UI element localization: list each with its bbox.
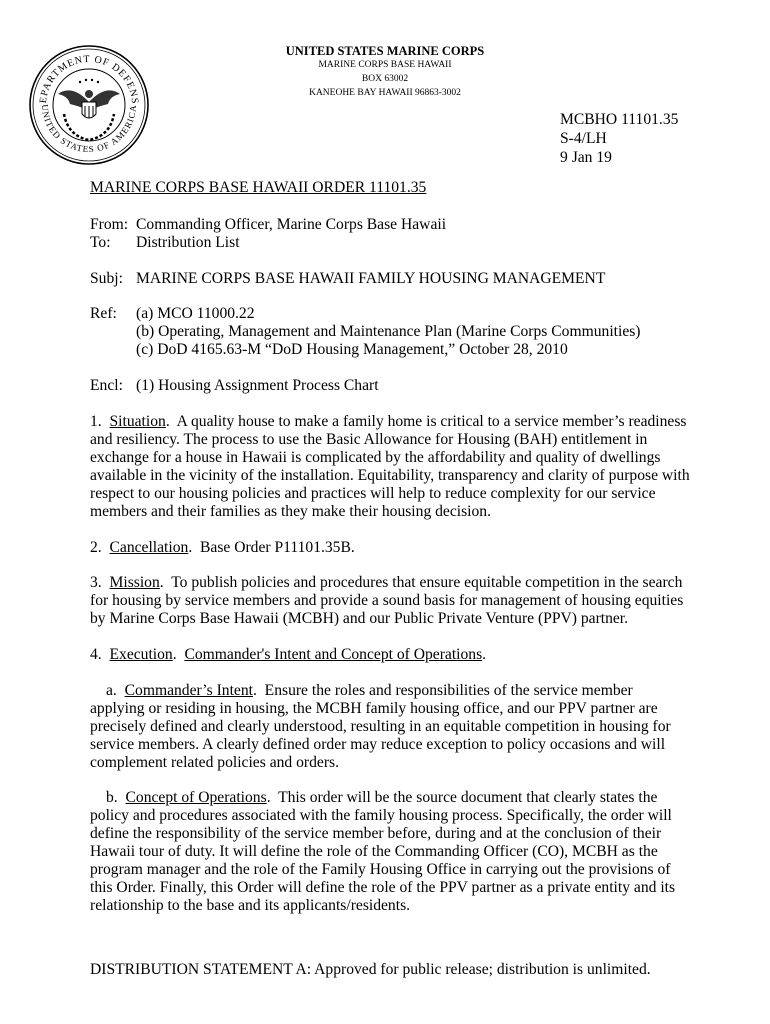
paragraph-commanders-intent: a. Commander’s Intent. Ensure the roles and responsibilities of the service member applying or residing in housing, the MCBH family housing office, and our PPV partner are precisely defined and clearly understood, resulting in an equitable competition in housing for service members. A clearly defined order may reduce exception to policy occasions and will complement related policies and orders. [90, 682, 671, 771]
letterhead [230, 44, 540, 100]
encl-label: Encl: [90, 377, 123, 394]
letterhead-line-1: MARINE CORPS BASE HAWAII [318, 60, 452, 70]
paragraph-execution: 4. Execution. Commander's Intent and Concept of Operations. [90, 646, 487, 663]
office-code: S-4/LH [560, 130, 607, 147]
letterhead-line-2: BOX 63002 [361, 74, 409, 84]
ref-item-c: (c) DoD 4165.63-M “DoD Housing Management,” October 28, 2010 [136, 341, 568, 358]
to-value: Distribution List [136, 234, 240, 251]
from-row [90, 216, 690, 234]
p1-number: 1. [90, 413, 102, 430]
p3-text: To publish policies and procedures that ensure equitable competition in the search for housing by service members and provide a sound basis for management of housing equities by Marine Corps Base Hawaii (MCBH) and our Public Private Venture (PPV) partner. [90, 574, 684, 627]
p4-heading: Execution [109, 646, 173, 663]
p2-number: 2. [90, 539, 102, 556]
ref-item-b: (b) Operating, Management and Maintenance Plan (Marine Corps Communities) [136, 323, 641, 340]
paragraph-cancellation: 2. Cancellation. Base Order P11101.35B. [90, 539, 355, 556]
p3-number: 3. [90, 574, 102, 591]
letterhead-org: UNITED STATES MARINE CORPS [285, 44, 485, 58]
seal-bottom-text: UNITED STATES OF AMERICA [39, 104, 139, 155]
order-title-block [90, 179, 690, 197]
p1-heading: Situation [109, 413, 166, 430]
p3-heading: Mission [109, 574, 160, 591]
p2-heading: Cancellation [109, 539, 189, 556]
dod-seal [28, 44, 150, 166]
to-label: To: [90, 234, 111, 251]
paragraph-situation: 1. Situation. A quality house to make a family home is critical to a service member’s readiness and resiliency. The process to use the Basic Allowance for Housing (BAH) entitlement in exchange for a house in Hawaii is complicated by the affordability and quality of dwellings available in the vicinity of the installation. Equitability, transparency and clarity of purpose with respect to our housing policies and practices will help to reduce complexity for our service members and their families as they make their housing decision. [90, 413, 690, 520]
p4-number: 4. [90, 646, 102, 663]
references-block [90, 305, 690, 359]
enclosure-block [90, 377, 690, 395]
subj-label: Subj: [90, 270, 123, 287]
p2-text: Base Order P11101.35B. [200, 539, 355, 556]
paragraph-concept-of-operations: b. Concept of Operations. This order will be the source document that clearly states the policy and procedures associated with the family housing process. Specifically, the order will define the responsibility of the service member before, during and at the conclusion of their Hawaii tour of duty. It will define the role of the Commanding Officer (CO), MCBH as the program manager and the role of the Family Housing Office in carrying out the provisions of this Order. Finally, this Order will define the role of the PPV partner as a private entity and its relationship to the base and its applicants/residents. [90, 789, 676, 914]
order-title: MARINE CORPS BASE HAWAII ORDER 11101.35 [90, 179, 427, 196]
p4b-heading: Concept of Operations [125, 789, 267, 806]
from-label: From: [90, 216, 129, 233]
seal-top-text: EPARTMENT OF DEFENS [37, 53, 141, 105]
p1-text: A quality house to make a family home is critical to a service member’s readiness and resiliency. The process to use the Basic Allowance for Housing (BAH) entitlement in exchange for a house in Hawaii is complicated by the affordability and quality of dwellings available in the vicinity of the installation. Equitability, transparency and clarity of purpose with respect to our housing policies and practices will help to reduce complexity for our service members and their families as they make their housing decision. [90, 413, 690, 520]
p4a-number: a. [106, 682, 117, 699]
from-value: Commanding Officer, Marine Corps Base Hawaii [136, 216, 447, 233]
paragraph-mission: 3. Mission. To publish policies and procedures that ensure equitable competition in the search for housing by service members and provide a sound basis for management of housing equities by Marine Corps Base Hawaii (MCBH) and our Public Private Venture (PPV) partner. [90, 574, 684, 627]
from-to-block [90, 216, 690, 252]
order-number: MCBHO 11101.35 [560, 111, 679, 128]
p4b-number: b. [106, 789, 118, 806]
encl-value: (1) Housing Assignment Process Chart [136, 377, 379, 394]
eagle-seal-icon [28, 44, 150, 166]
letterhead-line-3: KANEOHE BAY HAWAII 96863-3002 [309, 88, 461, 98]
ref-label: Ref: [90, 305, 117, 322]
ssic-block [560, 110, 678, 167]
to-row [90, 234, 690, 252]
p4a-text: Ensure the roles and responsibilities of the service member applying or residing in housing, the MCBH family housing office, and our PPV partner are precisely defined and clearly understood, resulting in an equitable competition in housing for service members. A clearly defined order may reduce exception to policy occasions and will complement related policies and orders. [90, 682, 671, 771]
order-date: 9 Jan 19 [560, 149, 612, 166]
p4-subheading: Commander's Intent and Concept of Operations [184, 646, 483, 663]
p4a-heading: Commander’s Intent [124, 682, 253, 699]
ref-item-a: (a) MCO 11000.22 [136, 305, 255, 322]
subject-block [90, 270, 690, 288]
distribution-statement: DISTRIBUTION STATEMENT A: Approved for public release; distribution is unlimited. [90, 961, 651, 978]
subj-value: MARINE CORPS BASE HAWAII FAMILY HOUSING MANAGEMENT [136, 270, 606, 287]
p4b-text: This order will be the source document that clearly states the policy and procedures associated with the family housing process. Specifically, the order will define the responsibility of the service member before, during and at the conclusion of their Hawaii tour of duty. It will define the role of the Commanding Officer (CO), MCBH as the program manager and the role of the Family Housing Office in carrying out the provisions of this Order. Finally, this Order will define the role of the PPV partner as a private entity and its relationship to the base and its applicants/residents. [90, 789, 676, 914]
